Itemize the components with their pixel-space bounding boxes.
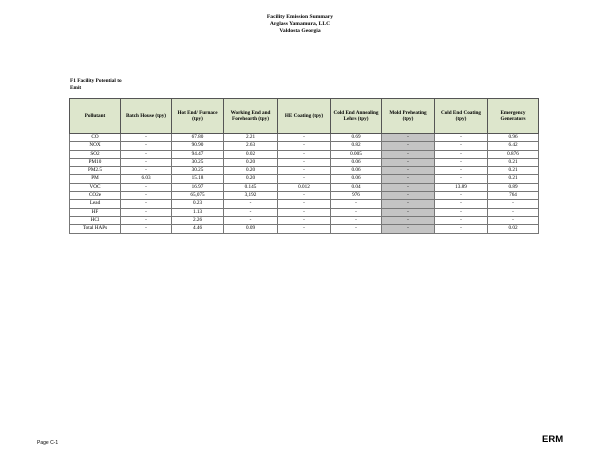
- value-cell: 0.82: [331, 142, 382, 150]
- value-cell: 0.89: [488, 183, 539, 191]
- pollutant-cell: VOC: [70, 183, 121, 191]
- value-cell: -: [121, 200, 172, 208]
- value-cell: 1.13: [172, 208, 224, 216]
- column-header: Pollutant: [70, 99, 121, 134]
- table-row: [70, 175, 539, 183]
- pollutant-cell: Lead: [70, 200, 121, 208]
- value-cell: -: [435, 225, 488, 233]
- value-cell: -: [435, 216, 488, 224]
- value-cell: -: [121, 167, 172, 175]
- value-cell: -: [121, 150, 172, 158]
- value-cell: -: [224, 208, 278, 216]
- table-row: [70, 167, 539, 175]
- value-cell: 0.02: [488, 225, 539, 233]
- value-cell: -: [382, 134, 435, 142]
- value-cell: -: [382, 158, 435, 166]
- value-cell: 0.145: [224, 183, 278, 191]
- value-cell: 30.25: [172, 158, 224, 166]
- value-cell: 0.96: [488, 134, 539, 142]
- column-header: Hot End/ Furnace (tpy): [172, 99, 224, 134]
- value-cell: -: [224, 200, 278, 208]
- value-cell: -: [278, 216, 331, 224]
- value-cell: -: [278, 192, 331, 200]
- table-row: [70, 142, 539, 150]
- value-cell: -: [435, 158, 488, 166]
- value-cell: 0.06: [331, 167, 382, 175]
- table-row: [70, 192, 539, 200]
- value-cell: 30.25: [172, 167, 224, 175]
- value-cell: 0.21: [488, 158, 539, 166]
- value-cell: 4.46: [172, 225, 224, 233]
- value-cell: -: [382, 192, 435, 200]
- value-cell: -: [121, 158, 172, 166]
- value-cell: -: [278, 167, 331, 175]
- value-cell: -: [278, 158, 331, 166]
- location: Valdosta Georgia: [279, 28, 321, 34]
- pollutant-cell: HCl: [70, 216, 121, 224]
- column-header: Mold Preheating (tpy): [382, 99, 435, 134]
- value-cell: 0.20: [224, 158, 278, 166]
- column-header: Working End and Forehearth (tpy): [224, 99, 278, 134]
- value-cell: 764: [488, 192, 539, 200]
- value-cell: 2.26: [172, 216, 224, 224]
- report-title: Facility Emission Summary: [266, 14, 334, 20]
- value-cell: -: [278, 208, 331, 216]
- pollutant-cell: CO: [70, 134, 121, 142]
- pollutant-cell: NOX: [70, 142, 121, 150]
- table-row: [70, 158, 539, 166]
- document-header: [0, 14, 600, 35]
- value-cell: -: [278, 200, 331, 208]
- value-cell: -: [121, 134, 172, 142]
- value-cell: -: [382, 216, 435, 224]
- value-cell: -: [435, 208, 488, 216]
- value-cell: -: [488, 200, 539, 208]
- pollutant-cell: SO2: [70, 150, 121, 158]
- value-cell: -: [435, 200, 488, 208]
- value-cell: 0.005: [331, 150, 382, 158]
- value-cell: 0.06: [331, 175, 382, 183]
- column-header: HE Coating (tpy): [278, 99, 331, 134]
- value-cell: 90.90: [172, 142, 224, 150]
- value-cell: -: [278, 142, 331, 150]
- table-head: [70, 99, 539, 134]
- value-cell: -: [121, 142, 172, 150]
- value-cell: 0.21: [488, 167, 539, 175]
- value-cell: -: [331, 216, 382, 224]
- table-row: [70, 225, 539, 233]
- value-cell: 0.02: [224, 150, 278, 158]
- table-caption: F1 Facility Potential to Emit: [70, 78, 122, 91]
- value-cell: -: [435, 134, 488, 142]
- table-row: [70, 150, 539, 158]
- value-cell: 0.21: [488, 175, 539, 183]
- value-cell: 15.18: [172, 175, 224, 183]
- value-cell: 0.20: [224, 175, 278, 183]
- value-cell: 2.21: [224, 134, 278, 142]
- value-cell: -: [121, 216, 172, 224]
- value-cell: -: [121, 208, 172, 216]
- value-cell: -: [121, 183, 172, 191]
- column-header: Cold End Annealing Lehrs (tpy): [331, 99, 382, 134]
- value-cell: -: [382, 225, 435, 233]
- pollutant-cell: PM2.5: [70, 167, 121, 175]
- page-number: Page C-1: [37, 440, 59, 446]
- table-body: [70, 134, 539, 234]
- erm-logo: ERM: [542, 434, 564, 445]
- value-cell: -: [278, 175, 331, 183]
- table-row: [70, 183, 539, 191]
- value-cell: -: [382, 208, 435, 216]
- value-cell: 976: [331, 192, 382, 200]
- column-header: Emergency Generators: [488, 99, 539, 134]
- value-cell: -: [435, 150, 488, 158]
- column-header: Batch House (tpy): [121, 99, 172, 134]
- value-cell: -: [121, 225, 172, 233]
- value-cell: 13.89: [435, 183, 488, 191]
- pollutant-cell: PM10: [70, 158, 121, 166]
- pollutant-cell: Total HAPs: [70, 225, 121, 233]
- pollutant-cell: PM: [70, 175, 121, 183]
- value-cell: 0.69: [331, 134, 382, 142]
- value-cell: -: [224, 216, 278, 224]
- value-cell: -: [278, 150, 331, 158]
- value-cell: 65,075: [172, 192, 224, 200]
- value-cell: 0.876: [488, 150, 539, 158]
- value-cell: -: [331, 200, 382, 208]
- value-cell: -: [382, 150, 435, 158]
- value-cell: -: [382, 175, 435, 183]
- table-row: [70, 216, 539, 224]
- value-cell: -: [382, 183, 435, 191]
- value-cell: -: [382, 167, 435, 175]
- value-cell: 0.04: [331, 183, 382, 191]
- value-cell: -: [278, 134, 331, 142]
- table-row: [70, 200, 539, 208]
- value-cell: 2.63: [224, 142, 278, 150]
- company-name: Arglass Yamamura, LLC: [269, 21, 331, 27]
- emission-table: [69, 98, 539, 234]
- value-cell: -: [121, 192, 172, 200]
- header-row: [70, 99, 539, 134]
- value-cell: 0.09: [224, 225, 278, 233]
- table-row: [70, 134, 539, 142]
- value-cell: -: [488, 216, 539, 224]
- value-cell: -: [435, 167, 488, 175]
- value-cell: 16.97: [172, 183, 224, 191]
- column-header: Cold End Coating (tpy): [435, 99, 488, 134]
- pollutant-cell: HF: [70, 208, 121, 216]
- pollutant-cell: CO2e: [70, 192, 121, 200]
- value-cell: -: [382, 142, 435, 150]
- value-cell: -: [278, 225, 331, 233]
- value-cell: -: [435, 192, 488, 200]
- value-cell: 3,192: [224, 192, 278, 200]
- value-cell: 0.23: [172, 200, 224, 208]
- value-cell: -: [488, 208, 539, 216]
- value-cell: 0.20: [224, 167, 278, 175]
- value-cell: -: [435, 142, 488, 150]
- value-cell: 6.42: [488, 142, 539, 150]
- value-cell: 0.012: [278, 183, 331, 191]
- table-row: [70, 208, 539, 216]
- value-cell: 6.03: [121, 175, 172, 183]
- value-cell: 0.06: [331, 158, 382, 166]
- value-cell: -: [331, 208, 382, 216]
- value-cell: -: [435, 175, 488, 183]
- value-cell: -: [331, 225, 382, 233]
- value-cell: 94.47: [172, 150, 224, 158]
- value-cell: 67.80: [172, 134, 224, 142]
- value-cell: -: [382, 200, 435, 208]
